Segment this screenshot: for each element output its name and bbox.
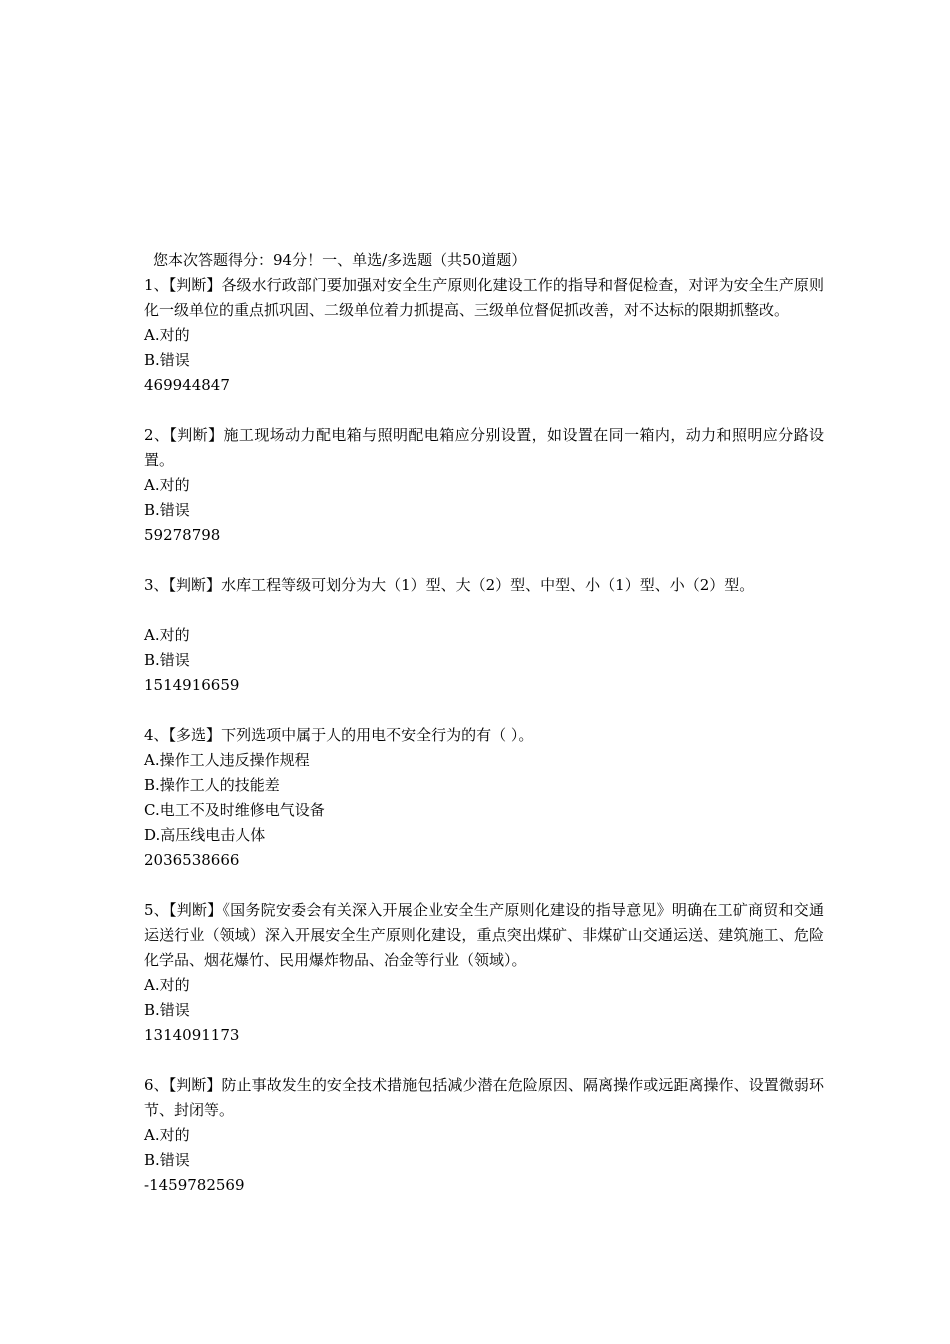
document-page [144, 248, 824, 1223]
question-number: 3、 [144, 576, 169, 594]
question-type: 【判断】 [168, 276, 222, 294]
option-b: B.操作工人的技能差 [144, 776, 280, 794]
question-body: 水库工程等级可划分为大（1）型、大（2）型、中型、小（1）型、小（2）型。 [221, 576, 755, 594]
option-a: A.对的 [144, 1126, 190, 1144]
option-c: C.电工不及时维修电气设备 [144, 801, 325, 819]
question-number: 6、 [144, 1076, 169, 1094]
question-type: 【判断】 [169, 426, 224, 444]
question-text [144, 273, 824, 323]
question-number: 2、 [144, 426, 170, 444]
question-code: 1514916659 [144, 676, 240, 694]
option-b: B.错误 [144, 501, 190, 519]
option-b: B.错误 [144, 651, 190, 669]
question-type: 【判断】 [169, 901, 223, 919]
question-code: 1314091173 [144, 1026, 240, 1044]
question-number: 1、 [144, 276, 169, 294]
question-code: 2036538666 [144, 851, 240, 869]
question-2 [144, 423, 824, 548]
question-4 [144, 723, 824, 873]
option-a: A.对的 [144, 626, 190, 644]
option-d: D.高压线电击人体 [144, 826, 266, 844]
question-code: 59278798 [144, 526, 221, 544]
score-header: 您本次答题得分：94分！一、单选/多选题（共50道题） [153, 251, 527, 269]
question-number: 4、 [144, 726, 169, 744]
question-body: 各级水行政部门要加强对安全生产原则化建设工作的指导和督促检查，对评为安全生产原则化一级单位的重点抓巩固、二级单位着力抓提高、三级单位督促抓改善，对不达标的限期抓整改。 [144, 276, 824, 319]
question-body: 《国务院安委会有关深入开展企业安全生产原则化建设的指导意见》明确在工矿商贸和交通运送行业（领域）深入开展安全生产原则化建设，重点突出煤矿、非煤矿山交通运送、建筑施工、危险化学品、烟花爆竹、民用爆炸物品、冶金等行业（领域）。 [144, 901, 824, 969]
question-body: 下列选项中属于人的用电不安全行为的有（ ）。 [221, 726, 534, 744]
option-b: B.错误 [144, 1001, 190, 1019]
question-type: 【判断】 [168, 1076, 222, 1094]
question-3 [144, 573, 824, 698]
question-text [144, 898, 824, 973]
question-text [144, 1073, 824, 1123]
question-text [144, 423, 824, 473]
question-code: -1459782569 [144, 1176, 245, 1194]
question-1 [144, 273, 824, 398]
question-text [144, 573, 824, 598]
option-a: A.操作工人违反操作规程 [144, 751, 310, 769]
option-b: B.错误 [144, 1151, 190, 1169]
question-text [144, 723, 824, 748]
question-code: 469944847 [144, 376, 230, 394]
question-body: 防止事故发生的安全技术措施包括减少潜在危险原因、隔离操作或远距离操作、设置微弱环节、封闭等。 [144, 1076, 824, 1119]
question-body: 施工现场动力配电箱与照明配电箱应分别设置，如设置在同一箱内，动力和照明应分路设置。 [144, 426, 824, 469]
option-a: A.对的 [144, 326, 190, 344]
option-b: B.错误 [144, 351, 190, 369]
option-a: A.对的 [144, 976, 190, 994]
question-number: 5、 [144, 901, 170, 919]
question-type: 【判断】 [168, 576, 222, 594]
question-type: 【多选】 [168, 726, 222, 744]
question-6 [144, 1073, 824, 1198]
question-5 [144, 898, 824, 1048]
option-a: A.对的 [144, 476, 190, 494]
